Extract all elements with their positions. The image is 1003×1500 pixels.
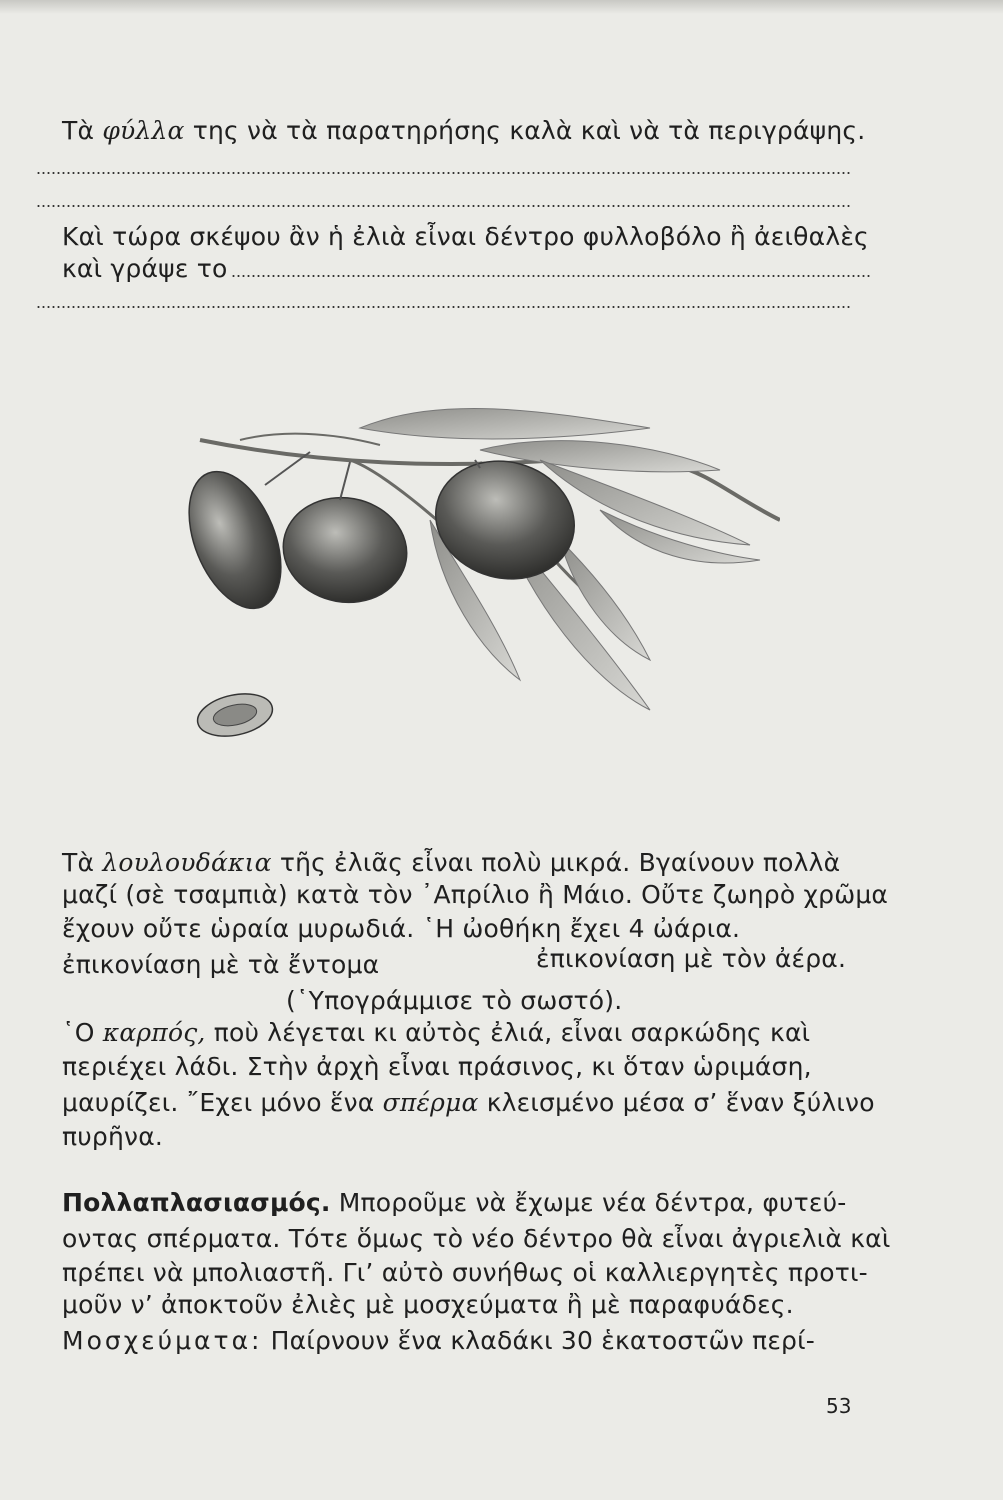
- underline-instruction: (῾Υπογράμμισε τὸ σωστό).: [286, 986, 623, 1015]
- evergreen-question: Καὶ τώρα σκέψου ἂν ἡ ἐλιὰ εἶναι δέντρο φυλλοβόλο ἢ ἀειθαλὲς: [62, 222, 869, 251]
- olive-branch-icon: [180, 400, 780, 740]
- flowers-paragraph-line-1: Τὰ λουλουδάκια τῆς ἐλιᾶς εἶναι πολὺ μικρά. Βγαίνουν πολλὰ: [62, 848, 841, 877]
- answer-dotted-line: [231, 275, 871, 277]
- pollination-option-air: ἐπικονίαση μὲ τὸν ἀέρα.: [536, 944, 847, 973]
- propagation-paragraph-line-4: μοῦν ν’ ἀποκτοῦν ἐλιὲς μὲ μοσχεύματα ἢ μὲ παραφυάδες.: [62, 1290, 794, 1319]
- evergreen-question-end: καὶ γράψε το: [62, 254, 862, 284]
- answer-dotted-line: [36, 205, 851, 207]
- propagation-paragraph-line-3: πρέπει νὰ μπολιαστῆ. Γι’ αὐτὸ συνήθως οἱ καλλιεργητὲς προτι-: [62, 1258, 868, 1287]
- fruit-paragraph-line-4: πυρῆνα.: [62, 1122, 164, 1151]
- flowers-paragraph-line-2: μαζί (σὲ τσαμπιὰ) κατὰ τὸν ᾿Απρίλιο ἢ Μάιο. Οὔτε ζωηρὸ χρῶμα: [62, 880, 889, 909]
- page-edge-shadow: [0, 0, 1003, 14]
- cuttings-paragraph-line-1: Μοσχεύματα: Παίρνουν ἕνα κλαδάκι 30 ἑκατοστῶν περί-: [62, 1326, 815, 1355]
- leaves-prompt: Τὰ φύλλα της νὰ τὰ παρατηρήσης καλὰ καὶ νὰ τὰ περιγράψης.: [62, 116, 866, 145]
- propagation-paragraph-line-1: Πολλαπλασιασμός. Μποροῦμε νὰ ἔχωμε νέα δέντρα, φυτεύ-: [62, 1188, 847, 1217]
- answer-dotted-line: [36, 172, 851, 174]
- answer-dotted-line: [36, 306, 851, 308]
- propagation-paragraph-line-2: οντας σπέρματα. Τότε ὅμως τὸ νέο δέντρο θὰ εἶναι ἀγριελιὰ καὶ: [62, 1224, 891, 1253]
- section-heading: Πολλαπλασιασμός.: [62, 1188, 331, 1217]
- fruit-paragraph-line-3: μαυρίζει. ῎Εχει μόνο ἕνα σπέρμα κλεισμένο μέσα σ’ ἕναν ξύλινο: [62, 1088, 875, 1117]
- fruit-paragraph-line-1: ῾Ο καρπός, ποὺ λέγεται κι αὐτὸς ἐλιά, εἶναι σαρκώδης καὶ: [62, 1018, 811, 1047]
- pollination-option-insects: ἐπικονίαση μὲ τὰ ἔντομα: [62, 950, 380, 979]
- flowers-paragraph-line-3: ἔχουν οὔτε ὡραία μυρωδιά. ῾Η ὠοθήκη ἔχει 4 ὠάρια.: [62, 914, 741, 943]
- page-number: 53: [826, 1394, 852, 1418]
- fruit-paragraph-line-2: περιέχει λάδι. Στὴν ἀρχὴ εἶναι πράσινος, κι ὅταν ὡριμάση,: [62, 1052, 812, 1081]
